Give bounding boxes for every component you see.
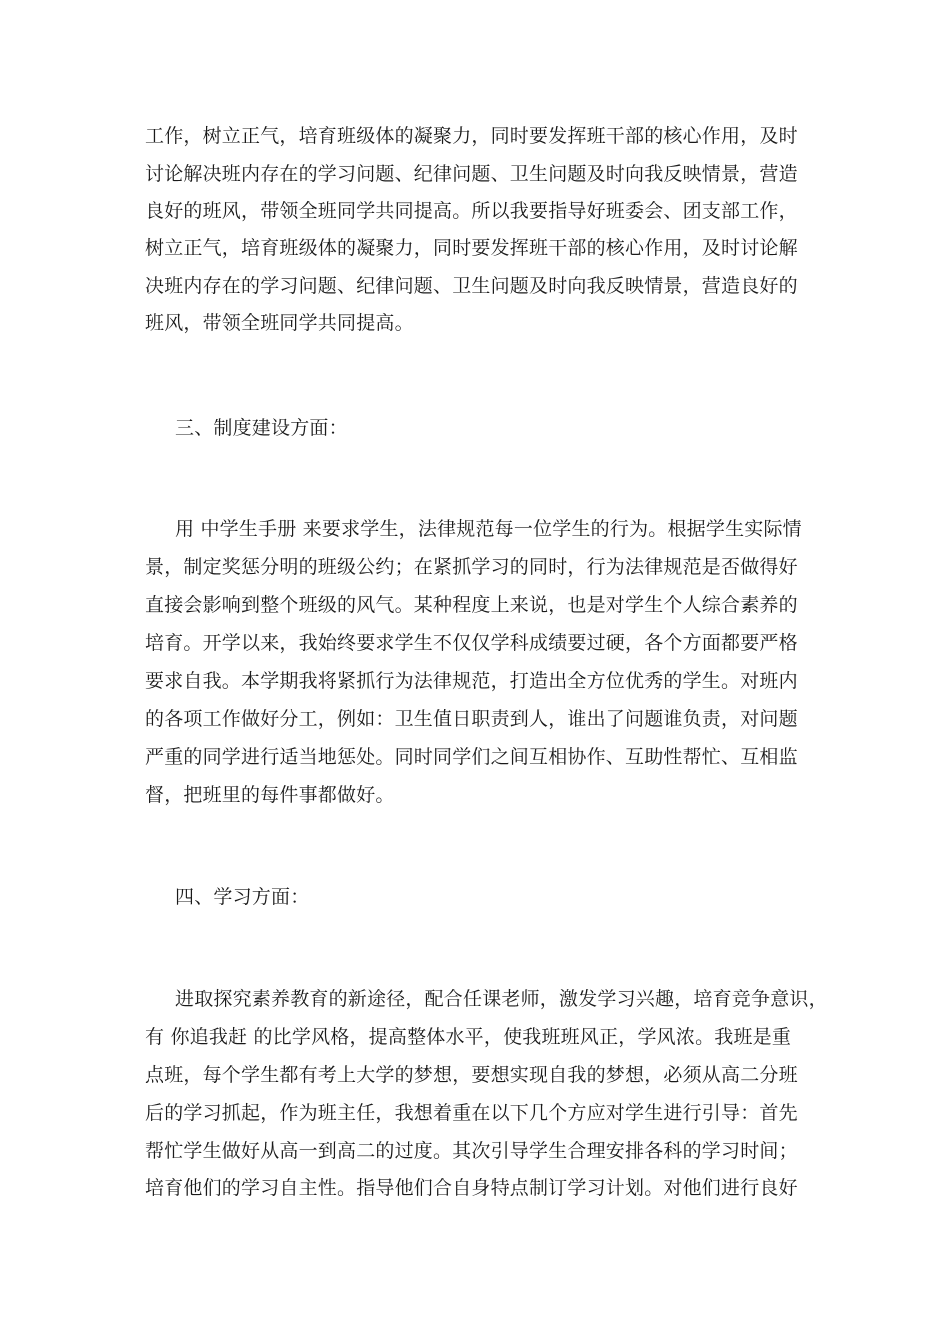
paragraph-line: 进取探究素养教育的新途径，配合任课老师，激发学习兴趣，培育竞争意识， [175,988,828,1010]
section-heading: 三、制度建设方面： [175,417,348,439]
paragraph-line: 用 中学生手册 来要求学生，法律规范每一位学生的行为。根据学生实际情 [175,518,802,540]
paragraph-line: 严重的同学进行适当地惩处。同时同学们之间互相协作、互助性帮忙、互相监 [145,746,798,768]
paragraph-line: 有 你追我赶 的比学风格，提高整体水平，使我班班风正，学风浓。我班是重 [145,1026,792,1048]
paragraph-line: 班风，带领全班同学共同提高。 [145,312,414,334]
paragraph-line: 要求自我。本学期我将紧抓行为法律规范，打造出全方位优秀的学生。对班内 [145,670,798,692]
paragraph-line: 工作，树立正气，培育班级体的凝聚力，同时要发挥班干部的核心作用，及时 [145,125,798,147]
paragraph-line: 良好的班风，带领全班同学共同提高。所以我要指导好班委会、团支部工作， [145,200,798,222]
paragraph-line: 点班，每个学生都有考上大学的梦想，要想实现自我的梦想，必须从高二分班 [145,1064,798,1086]
paragraph-line: 直接会影响到整个班级的风气。某种程度上来说，也是对学生个人综合素养的 [145,594,798,616]
section-heading: 四、学习方面： [175,886,310,908]
paragraph-line: 后的学习抓起，作为班主任，我想着重在以下几个方应对学生进行引导：首先 [145,1102,798,1124]
paragraph-line: 决班内存在的学习问题、纪律问题、卫生问题及时向我反映情景，营造良好的 [145,275,798,297]
paragraph-line: 培育。开学以来，我始终要求学生不仅仅学科成绩要过硬，各个方面都要严格 [145,632,798,654]
paragraph-line: 帮忙学生做好从高一到高二的过度。其次引导学生合理安排各科的学习时间； [145,1140,798,1162]
paragraph-line: 培育他们的学习自主性。指导他们合自身特点制订学习计划。对他们进行良好 [145,1177,798,1199]
paragraph-line: 树立正气，培育班级体的凝聚力，同时要发挥班干部的核心作用，及时讨论解 [145,237,798,259]
paragraph-line: 景，制定奖惩分明的班级公约；在紧抓学习的同时，行为法律规范是否做得好 [145,556,798,578]
paragraph-line: 督，把班里的每件事都做好。 [145,784,395,806]
paragraph-line: 讨论解决班内存在的学习问题、纪律问题、卫生问题及时向我反映情景，营造 [145,163,798,185]
paragraph-line: 的各项工作做好分工，例如：卫生值日职责到人，谁出了问题谁负责，对问题 [145,708,798,730]
